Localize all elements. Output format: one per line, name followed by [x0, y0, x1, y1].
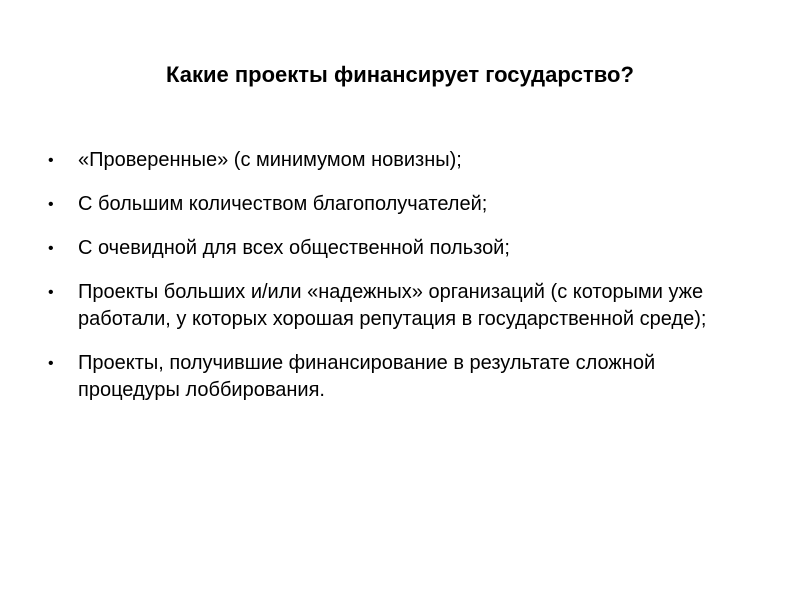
list-item-text: «Проверенные» (с минимумом новизны); [78, 149, 462, 171]
list-item-text: С большим количеством благополучателей; [78, 193, 488, 215]
bullet-icon: • [48, 240, 54, 257]
list-item [46, 279, 746, 333]
bullet-list [46, 147, 746, 421]
list-item-text: Проекты, получившие финансирование в результате сложной процедуры лоббирования. [78, 352, 656, 401]
list-item-text: Проекты больших и/или «надежных» организаций (с которыми уже работали, у которых хорошая репутация в государственной среде); [78, 281, 707, 330]
bullet-icon: • [48, 152, 54, 169]
bullet-icon: • [48, 196, 54, 213]
bullet-icon: • [48, 284, 54, 301]
slide-title: Какие проекты финансирует государство? [166, 62, 634, 87]
bullet-icon: • [48, 355, 54, 372]
list-item [46, 350, 746, 404]
list-item-text: С очевидной для всех общественной пользой; [78, 237, 510, 259]
list-item [46, 235, 746, 262]
list-item [46, 191, 746, 218]
list-item [46, 147, 746, 174]
